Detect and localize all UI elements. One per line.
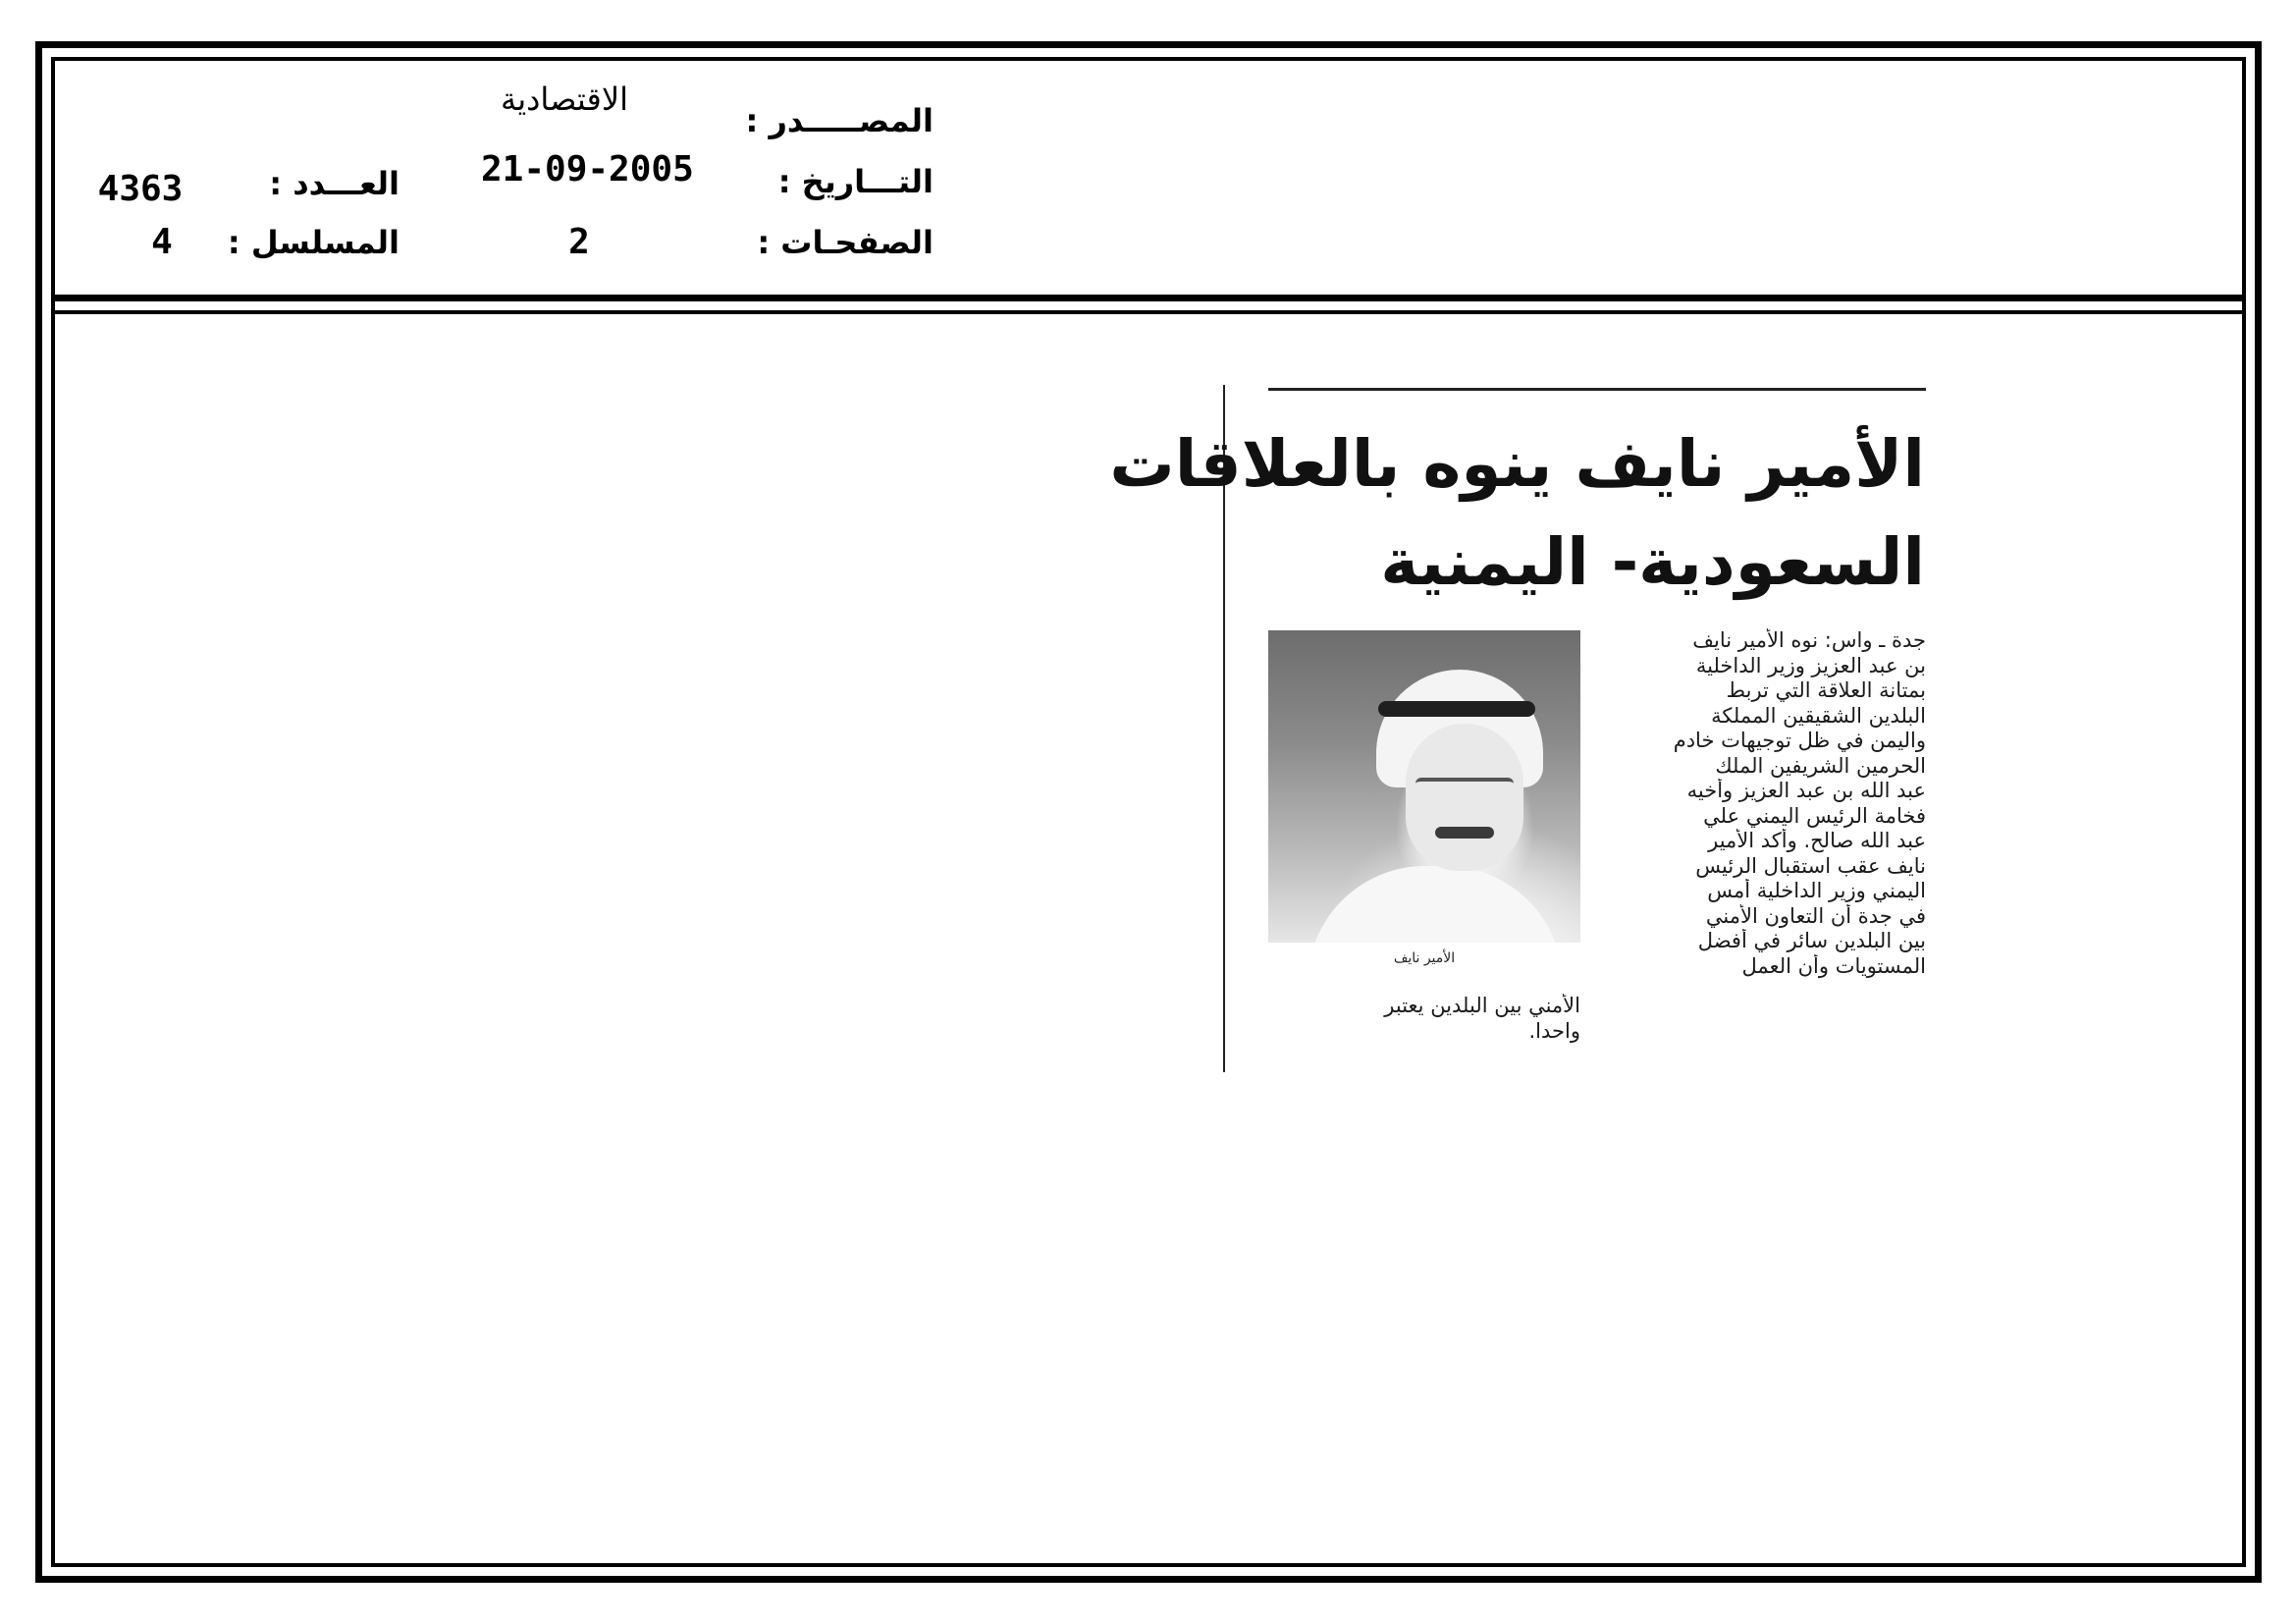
pages-value: 2 (568, 222, 590, 262)
body-line: بن عبد العزيز وزير الداخلية (1695, 653, 1926, 677)
body-line: فخامة الرئيس اليمني علي (1703, 803, 1926, 828)
serial-value: 4 (151, 222, 173, 262)
body-line: بين البلدين سائر في أفضل (1697, 929, 1926, 952)
body-line: بمتانة العلاقة التي تربط (1726, 678, 1926, 702)
photo-glasses-shape (1415, 778, 1514, 795)
body-line: واحدا. (1528, 1018, 1580, 1043)
article-body-continued (1268, 994, 1580, 1044)
issue-value: 4363 (97, 169, 184, 209)
serial-label: المسلسل : (227, 224, 400, 261)
date-value: 21-09-2005 (481, 149, 694, 189)
photo-face-shape (1406, 724, 1523, 871)
header-divider-thin (51, 310, 2246, 314)
source-value: الاقتصادية (501, 81, 628, 118)
photo-caption: الأمير نايف (1393, 950, 1456, 966)
article-top-rule (1268, 388, 1926, 391)
photo-mouth-shape (1435, 827, 1494, 839)
body-line: واليمن في ظل توجيهات خادم (1673, 729, 1926, 752)
header-divider-thick (51, 295, 2246, 301)
issue-label: العـــدد : (269, 165, 400, 202)
portrait-photo (1268, 630, 1580, 943)
body-line: عبد الله صالح. وأكد الأمير (1708, 829, 1926, 852)
article-body (1610, 628, 1926, 979)
headline-line-1: الأمير نايف ينوه بالعلاقات (1109, 426, 1925, 502)
photo-agal-shape (1378, 701, 1535, 717)
body-line: في جدة أن التعاون الأمني (1705, 903, 1926, 928)
body-line: اليمني وزير الداخلية أمس (1707, 879, 1926, 902)
source-label: المصـــــدر : (745, 102, 934, 139)
body-line: الأمني بين البلدين يعتبر (1384, 994, 1580, 1017)
body-line: البلدين الشقيقين المملكة (1711, 703, 1926, 728)
body-line: عبد الله بن عبد العزيز وأخيه (1686, 779, 1926, 802)
headline-line-2: السعودية- اليمنية (1380, 524, 1925, 600)
photo-thobe-shape (1308, 866, 1563, 943)
date-label: التـــاريخ : (777, 163, 934, 200)
pages-label: الصفحـات : (757, 224, 934, 261)
body-line: نايف عقب استقبال الرئيس (1695, 853, 1926, 878)
body-line: جدة ـ واس: نوه الأمير نايف (1692, 628, 1926, 652)
body-line: المستويات وأن العمل (1741, 953, 1926, 978)
body-line: الحرمين الشريفين الملك (1715, 753, 1926, 778)
